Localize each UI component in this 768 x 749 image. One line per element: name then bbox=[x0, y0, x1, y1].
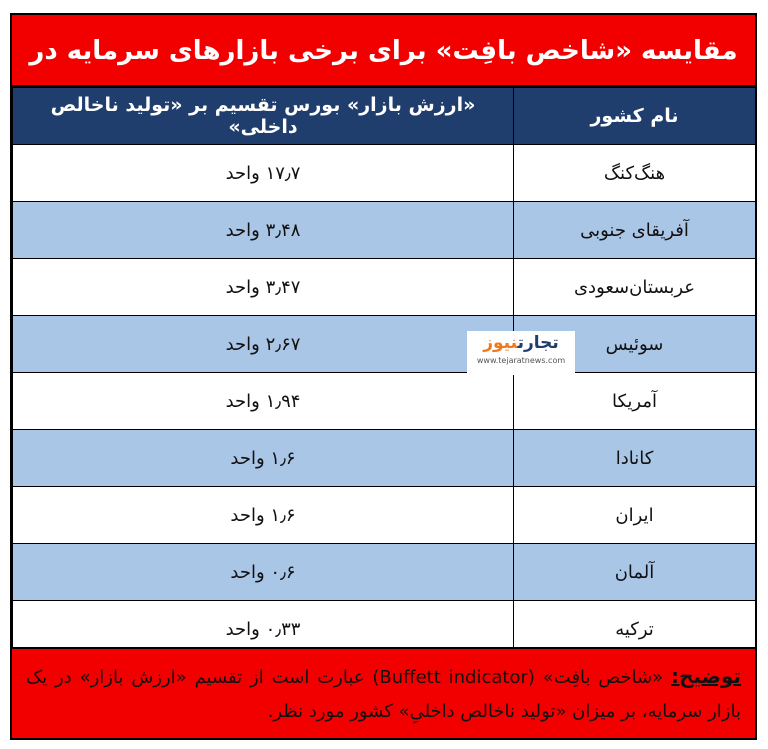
table-row bbox=[13, 544, 756, 601]
value-cell: ۱٫۶ واحد bbox=[13, 487, 514, 544]
table-row bbox=[13, 145, 756, 202]
country-cell: ترکیه bbox=[514, 601, 756, 658]
table-row bbox=[13, 487, 756, 544]
note-text: «شاخص بافِت» (Buffett indicator) عبارت است از تقسیم «ارزش بازار» در یک بازار سرمایه، بر میزان «تولید ناخالص داخلیِ» کشور مورد نظر. bbox=[26, 667, 741, 722]
table-row bbox=[13, 430, 756, 487]
note-label: توضیح: bbox=[671, 664, 741, 688]
explanation-note bbox=[12, 647, 755, 738]
logo-site: www.tejaratnews.com bbox=[476, 356, 566, 365]
country-cell: عربستان‌سعودی bbox=[514, 259, 756, 316]
value-cell: ۳٫۴۷ واحد bbox=[13, 259, 514, 316]
table-row bbox=[13, 202, 756, 259]
header-ratio: «ارزش بازار» بورس تقسیم بر «تولید ناخالص داخلی» bbox=[13, 88, 514, 145]
logo-text-part1: تجارت bbox=[517, 333, 559, 353]
value-cell: ۳٫۴۸ واحد bbox=[13, 202, 514, 259]
value-cell: ۰٫۳۳ واحد bbox=[13, 601, 514, 658]
country-cell: ایران bbox=[514, 487, 756, 544]
buffett-indicator-table bbox=[12, 87, 756, 658]
country-cell: کانادا bbox=[514, 430, 756, 487]
table-row bbox=[13, 259, 756, 316]
table-row bbox=[13, 373, 756, 430]
country-cell: آمریکا bbox=[514, 373, 756, 430]
country-cell: آفریقای جنوبی bbox=[514, 202, 756, 259]
logo-text-part2: نیوز bbox=[483, 333, 518, 353]
country-cell: سوئیس bbox=[514, 316, 756, 373]
value-cell: ۲٫۶۷ واحد bbox=[13, 316, 514, 373]
value-cell: ۱٫۹۴ واحد bbox=[13, 373, 514, 430]
country-cell: هنگ‌کنگ bbox=[514, 145, 756, 202]
tejarat-news-logo bbox=[467, 331, 575, 375]
country-cell: آلمان bbox=[514, 544, 756, 601]
table-header-row bbox=[13, 88, 756, 145]
table-row bbox=[13, 316, 756, 373]
page-title: مقایسه «شاخص بافِت» برای برخی بازارهای سرمایه در bbox=[12, 15, 755, 87]
comparison-table-card bbox=[10, 13, 757, 740]
value-cell: ۰٫۶ واحد bbox=[13, 544, 514, 601]
header-country: نام کشور bbox=[514, 88, 756, 145]
value-cell: ۱٫۶ واحد bbox=[13, 430, 514, 487]
value-cell: ۱۷٫۷ واحد bbox=[13, 145, 514, 202]
